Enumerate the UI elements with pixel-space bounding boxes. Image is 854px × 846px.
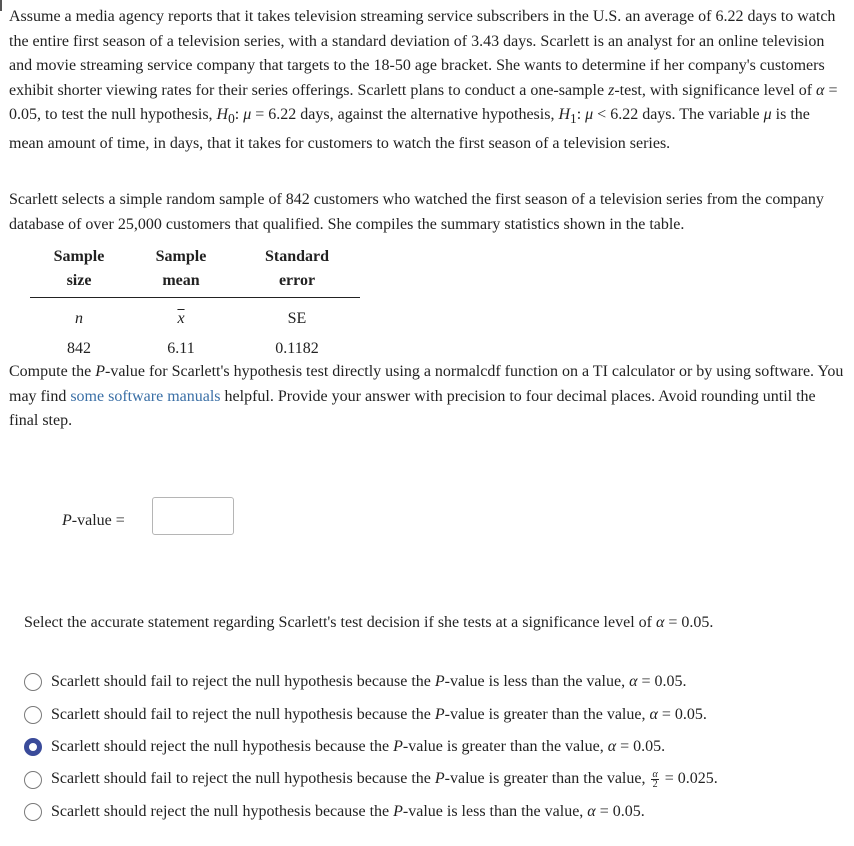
radio-button[interactable]	[24, 673, 42, 691]
option-label: Scarlett should fail to reject the null hypothesis because the P-value is greater than the value, $\frac{\alpha}{2}$ = 0.025.	[51, 769, 718, 791]
option-label: Scarlett should fail to reject the null hypothesis because the P-value is less than the value, α = 0.05.	[51, 673, 687, 691]
option-5[interactable]	[24, 796, 718, 829]
intro-paragraph: Assume a media agency reports that it takes television streaming service subscribers in the U.S. an average of 6.22 days to watch the entire first season of a television series, with a standard deviation of 3.43 days. Scarlett is an analyst for an online television and movie streaming service company that targets to the 18-50 age bracket. She wants to determine if her company's customers exhibit shorter viewing rates for their series offerings. Scarlett plans to conduct a one-sample z-test, with significance level of α = 0.05, to test the null hypothesis, $H_0$: μ = 6.22 days, against the alternative hypothesis, $H_1$: μ < 6.22 days. The variable μ is the mean amount of time, in days, that it takes for customers to watch the first season of a television series.	[9, 8, 838, 153]
software-manuals-link[interactable]: some software manuals	[70, 387, 221, 405]
option-label: Scarlett should fail to reject the null hypothesis because the P-value is greater than the value, α = 0.05.	[51, 705, 707, 723]
left-edge-marker	[0, 0, 2, 11]
p-value-input[interactable]	[152, 497, 234, 535]
value-sample-mean: 6.11	[167, 340, 195, 357]
header-sample-mean-l2: mean	[128, 269, 234, 298]
option-label: Scarlett should reject the null hypothesis because the P-value is less than the value, α = 0.05.	[51, 803, 645, 821]
radio-button-selected[interactable]	[24, 738, 42, 756]
sample-paragraph: Scarlett selects a simple random sample of 842 customers who watched the first season of a television series from the company database of over 25,000 customers that qualified. She compiles the summary statistics shown in the table.	[9, 191, 824, 233]
radio-button[interactable]	[24, 771, 42, 789]
p-value-label: P-value =	[62, 512, 125, 529]
radio-button[interactable]	[24, 706, 42, 724]
header-sample-mean-l1: Sample	[155, 248, 207, 265]
radio-button[interactable]	[24, 803, 42, 821]
option-3[interactable]	[24, 731, 718, 764]
header-sample-size-l2: size	[30, 269, 128, 298]
decision-question: Select the accurate statement regarding Scarlett's test decision if she tests at a significance level of α = 0.05.	[24, 614, 714, 631]
option-4[interactable]	[24, 764, 718, 797]
symbol-n: n	[75, 310, 83, 327]
header-sample-size-l1: Sample	[53, 248, 105, 265]
option-label: Scarlett should reject the null hypothesis because the P-value is greater than the value, α = 0.05.	[51, 738, 666, 756]
value-standard-error: 0.1182	[275, 340, 319, 357]
header-standard-error-l2: error	[234, 269, 360, 298]
compute-paragraph: Compute the P-value for Scarlett's hypothesis test directly using a normalcdf function on a TI calculator or by using software. You may find some software manuals helpful. Provide your answer with precision to four decimal places. Avoid rounding until the final step.	[9, 363, 844, 430]
symbol-se: SE	[287, 310, 307, 327]
symbol-xbar: $\overline{x}$	[177, 310, 185, 327]
summary-statistics-table	[30, 245, 360, 358]
value-sample-size: 842	[67, 340, 91, 357]
alpha-over-two: $\frac{\alpha}{2}$	[652, 769, 658, 791]
header-standard-error-l1: Standard	[264, 248, 330, 265]
option-2[interactable]	[24, 699, 718, 732]
decision-options	[24, 666, 718, 829]
option-1[interactable]	[24, 666, 718, 699]
